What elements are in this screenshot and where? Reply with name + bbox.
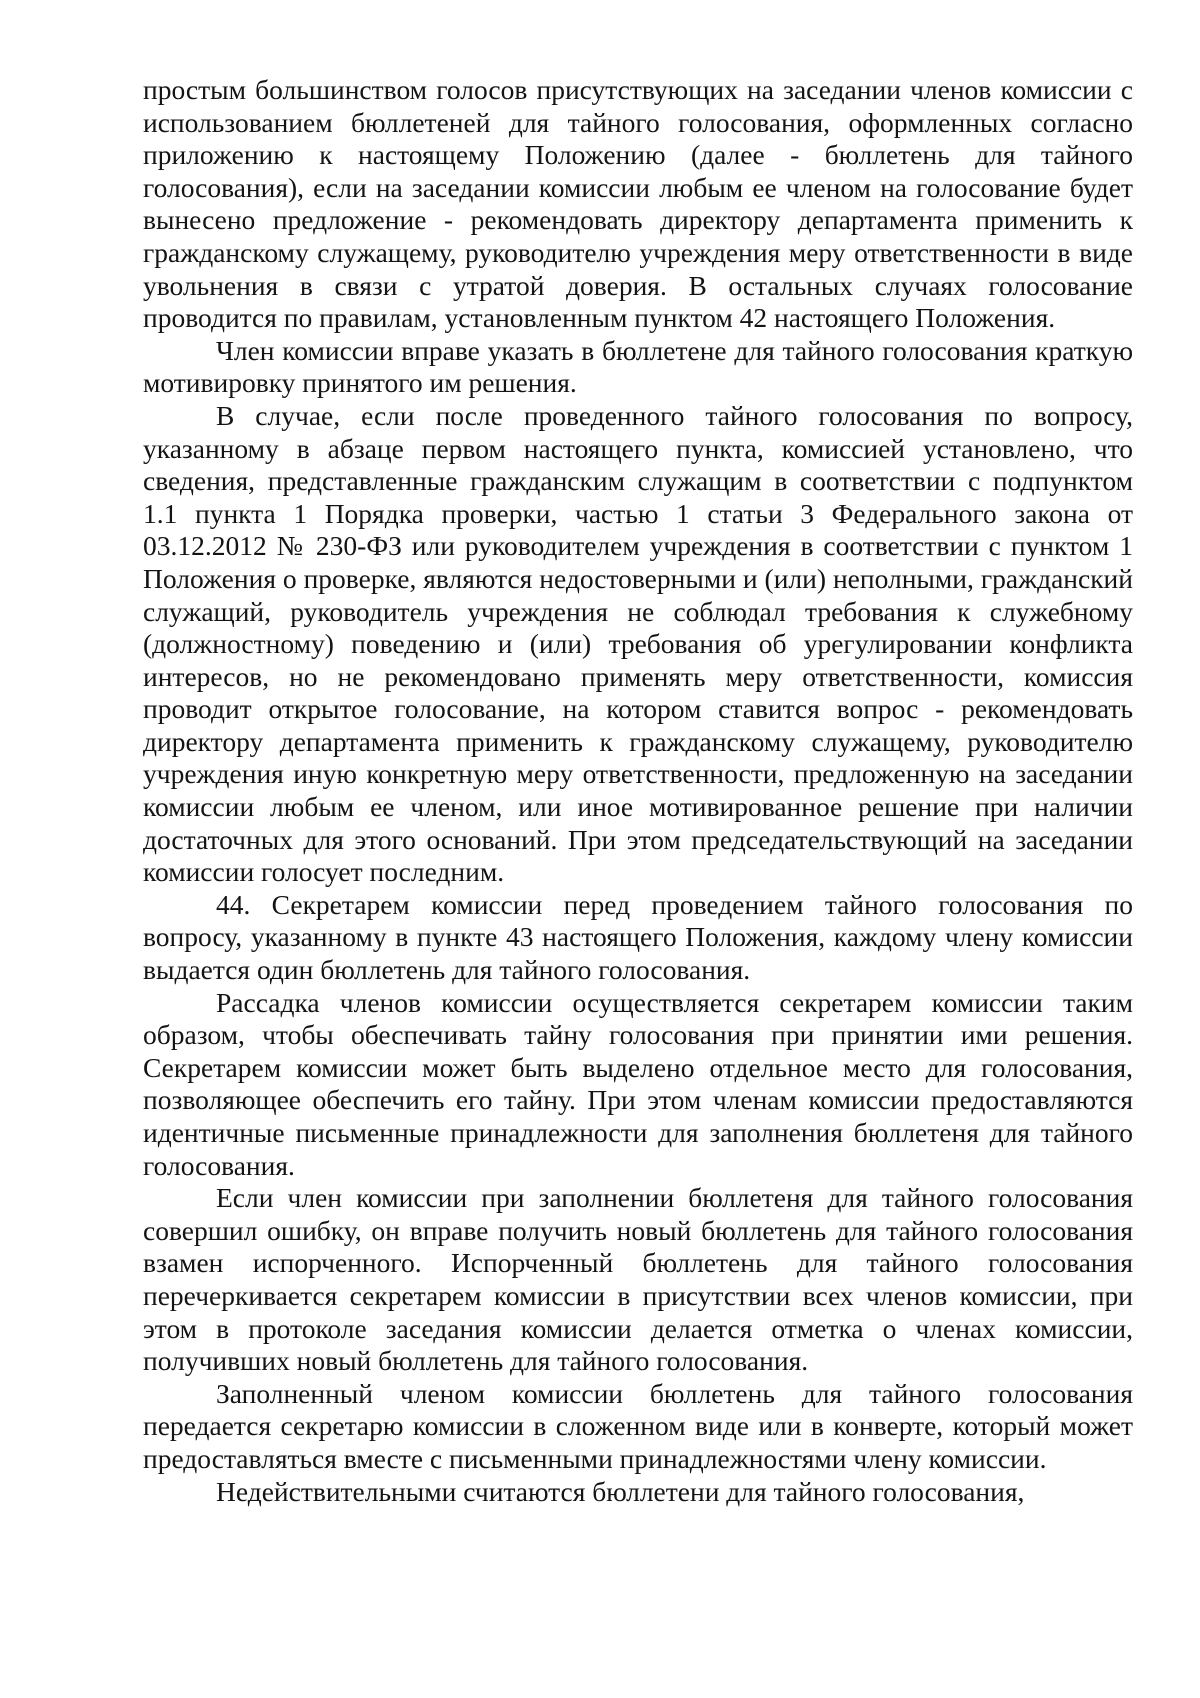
paragraph-invalid-ballots: Недействительными считаются бюллетени для тайного голосования, [216,1475,1025,1507]
paragraph-seating: Рассадка членов комиссии осуществляется секретарем комиссии таким образом, чтобы обеспечивать тайну голосования при принятии ими решения. Секретарем комиссии может быть выделено отдельное место для голосования, позволяющее обеспечить его тайну. При этом членам комиссии предоставляются идентичные письменные принадлежности для заполнения бюллетеня для тайного голосования. [143,986,1133,1181]
paragraph-item-44: 44. Секретарем комиссии перед проведением тайного голосования по вопросу, указанному в пункте 43 настоящего Положения, каждому члену комиссии выдается один бюллетень для тайного голосования. [143,888,1133,986]
paragraph-member-motivation: Член комиссии вправе указать в бюллетене для тайного голосования краткую мотивировку принятого им решения. [143,334,1133,399]
document-body [143,74,1133,1508]
paragraph-spoiled-ballot: Если член комиссии при заполнении бюллетеня для тайного голосования совершил ошибку, он вправе получить новый бюллетень для тайного голосования взамен испорченного. Испорченный бюллетень для тайного голосования перечеркивается секретарем комиссии в присутствии всех членов комиссии, при этом в протоколе заседания комиссии делается отметка о членах комиссии, получивших новый бюллетень для тайного голосования. [143,1182,1133,1377]
paragraph-ballot-submission: Заполненный членом комиссии бюллетень для тайного голосования передается секретарю комиссии в сложенном виде или в конверте, который может предоставляться вместе с письменными принадлежностями члену комиссии. [143,1377,1133,1474]
paragraph-continuation: простым большинством голосов присутствующих на заседании членов комиссии с использованием бюллетеней для тайного голосования, оформленных согласно приложению к настоящему Положению (далее - бюллетень для тайного голосования), если на заседании комиссии любым ее членом на голосование будет вынесено предложение - рекомендовать директору департамента применить к гражданскому служащему, руководителю учреждения меру ответственности в виде увольнения в связи с утратой доверия. В остальных случаях голосование проводится по правилам, установленным пунктом 42 настоящего Положения. [143,74,1133,334]
paragraph-open-vote: В случае, если после проведенного тайного голосования по вопросу, указанному в абзаце первом настоящего пункта, комиссией установлено, что сведения, представленные гражданским служащим в соответствии с подпунктом 1.1 пункта 1 Порядка проверки, частью 1 статьи 3 Федерального закона от 03.12.2012 № 230-ФЗ или руководителем учреждения в соответствии с пунктом 1 Положения о проверке, являются недостоверными и (или) неполными, гражданский служащий, руководитель учреждения не соблюдал требования к служебному (должностному) поведению и (или) требования об урегулировании конфликта интересов, но не рекомендовано применять меру ответственности, комиссия проводит открытое голосование, на котором ставится вопрос - рекомендовать директору департамента применить к гражданскому служащему, руководителю учреждения иную конкретную меру ответственности, предложенную на заседании комиссии любым ее членом, или иное мотивированное решение при наличии достаточных для этого оснований. При этом председательствующий на заседании комиссии голосует последним. [143,399,1133,888]
